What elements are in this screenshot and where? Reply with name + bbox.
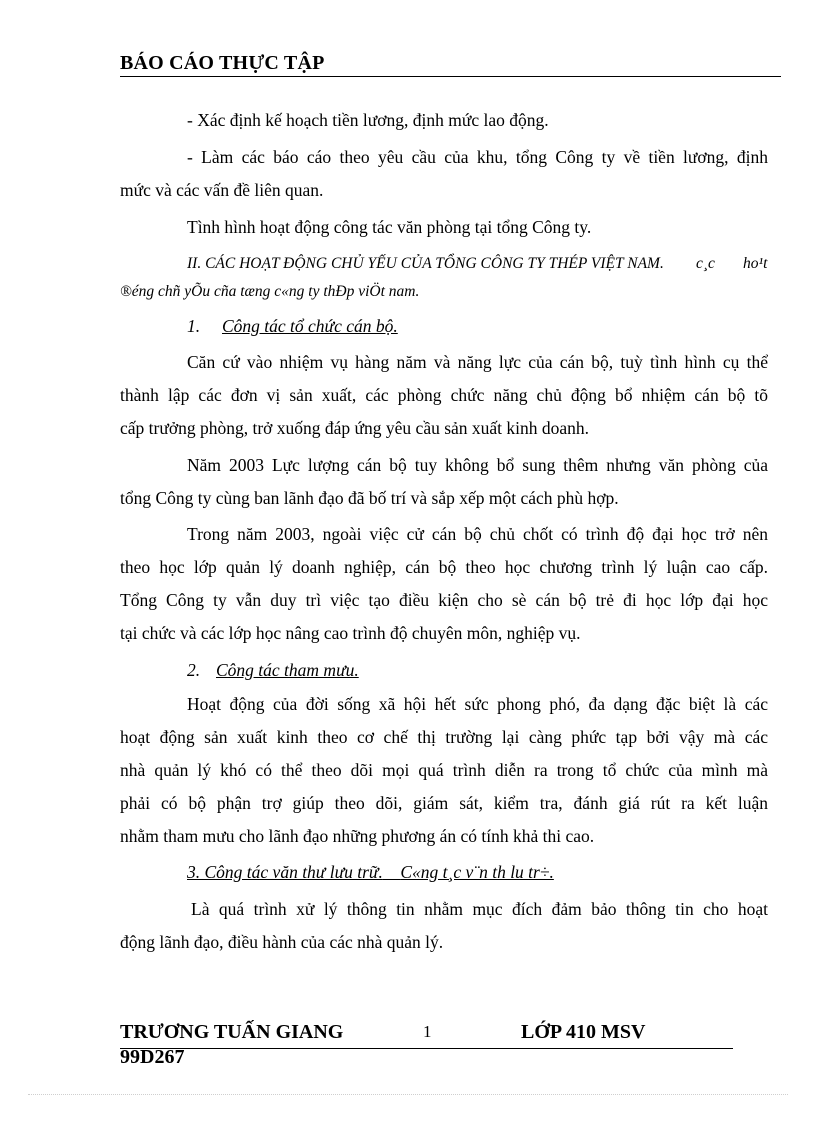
class-label: LỚP 410 MSV [521,1021,646,1043]
heading-3-archives [187,862,554,883]
section-2-heading-garbled-b: ho¹t [743,255,768,272]
student-id: 99D267 [120,1046,185,1068]
section-2-heading-garbled-line2: ®éng chñ yÕu cña tæng c«ng ty thÐp viÖt nam. [120,283,420,300]
section-2-heading: II. CÁC HOẠT ĐỘNG CHỦ YẾU CỦA TỔNG CÔNG TY THÉP VIỆT NAM. [187,255,664,272]
paragraph-advisory-line3: nhà quản lý khó có thể theo dõi mọi quá trình diễn ra trong tổ chức của mình mà [120,760,768,780]
report-title: BÁO CÁO THỰC TẬP [120,52,325,74]
paragraph-advisory-line1: Hoạt động của đời sống xã hội hết sức phong phó, đa dạng đặc biệt là các [187,694,768,714]
paragraph-personnel-line1: Căn cứ vào nhiệm vụ hàng năm và năng lực của cán bộ, tuỳ tình hình cụ thể [187,352,768,372]
paragraph-training-line2: theo học lớp quản lý doanh nghiệp, cán bộ theo học chương trình lý luận cao cấp. [120,557,768,577]
page-number: 1 [423,1022,432,1041]
paragraph-personnel-line2: thành lập các đơn vị sản xuất, các phòng chức năng chủ động bổ nhiệm cán bộ tõ [120,385,768,405]
paragraph-reports-line1: - Làm các báo cáo theo yêu cầu của khu, tổng Công ty về tiền lương, định [187,147,768,167]
paragraph-advisory-line5: nhằm tham mưu cho lãnh đạo những phương án có tính khả thi cao. [120,826,595,846]
page-edge-dotted-line [28,1094,788,1095]
paragraph-training-line3: Tổng Công ty vẫn duy trì việc tạo điều kiện cho sè cán bộ trẻ đi học lớp đại học [120,590,768,610]
heading-3-garbled: C«ng t¸c v¨n th lu tr÷. [400,862,554,882]
paragraph-training-line4: tại chức và các lớp học nâng cao trình độ chuyên môn, nghiệp vụ. [120,623,581,643]
heading-1-number: 1. [187,316,201,336]
heading-1-personnel: Công tác tổ chức cán bộ. [222,316,398,336]
author-name: TRƯƠNG TUẤN GIANG [120,1021,344,1043]
paragraph-office-status: Tình hình hoạt động công tác văn phòng tại tổng Công ty. [187,217,592,237]
footer-divider [120,1048,733,1049]
paragraph-archives-line1: Là quá trình xử lý thông tin nhằm mục đích đảm bảo thông tin cho hoạt [191,899,768,919]
heading-2-number: 2. [187,660,201,680]
document-body [120,0,768,1000]
paragraph-advisory-line2: hoạt động sản xuất kinh theo cơ chế thị trường lại càng phức tạp bởi vậy mà các [120,727,768,747]
heading-2-advisory: Công tác tham mưu. [216,660,359,680]
paragraph-wage-plan: - Xác định kế hoạch tiền lương, định mức lao động. [187,110,549,130]
paragraph-2003-line1: Năm 2003 Lực lượng cán bộ tuy không bổ sung thêm nhưng văn phòng của [187,455,768,475]
paragraph-advisory-line4: phải có bộ phận trợ giúp theo dõi, giám sát, kiểm tra, đánh giá rút ra kết luận [120,793,768,813]
paragraph-personnel-line3: cấp trưởng phòng, trở xuống đáp ứng yêu cầu sản xuất kinh doanh. [120,418,590,438]
section-2-heading-garbled-a: c¸c [696,255,715,272]
heading-3-text: 3. Công tác văn thư lưu trữ. [187,862,383,882]
paragraph-archives-line2: động lãnh đạo, điều hành của các nhà quản lý. [120,932,444,952]
paragraph-2003-line2: tổng Công ty cùng ban lãnh đạo đã bố trí và sắp xếp một cách phù hợp. [120,488,619,508]
paragraph-training-line1: Trong năm 2003, ngoài việc cử cán bộ chủ chốt có trình độ đại học trở nên [187,524,768,544]
paragraph-reports-line2: mức và các vấn đề liên quan. [120,180,324,200]
